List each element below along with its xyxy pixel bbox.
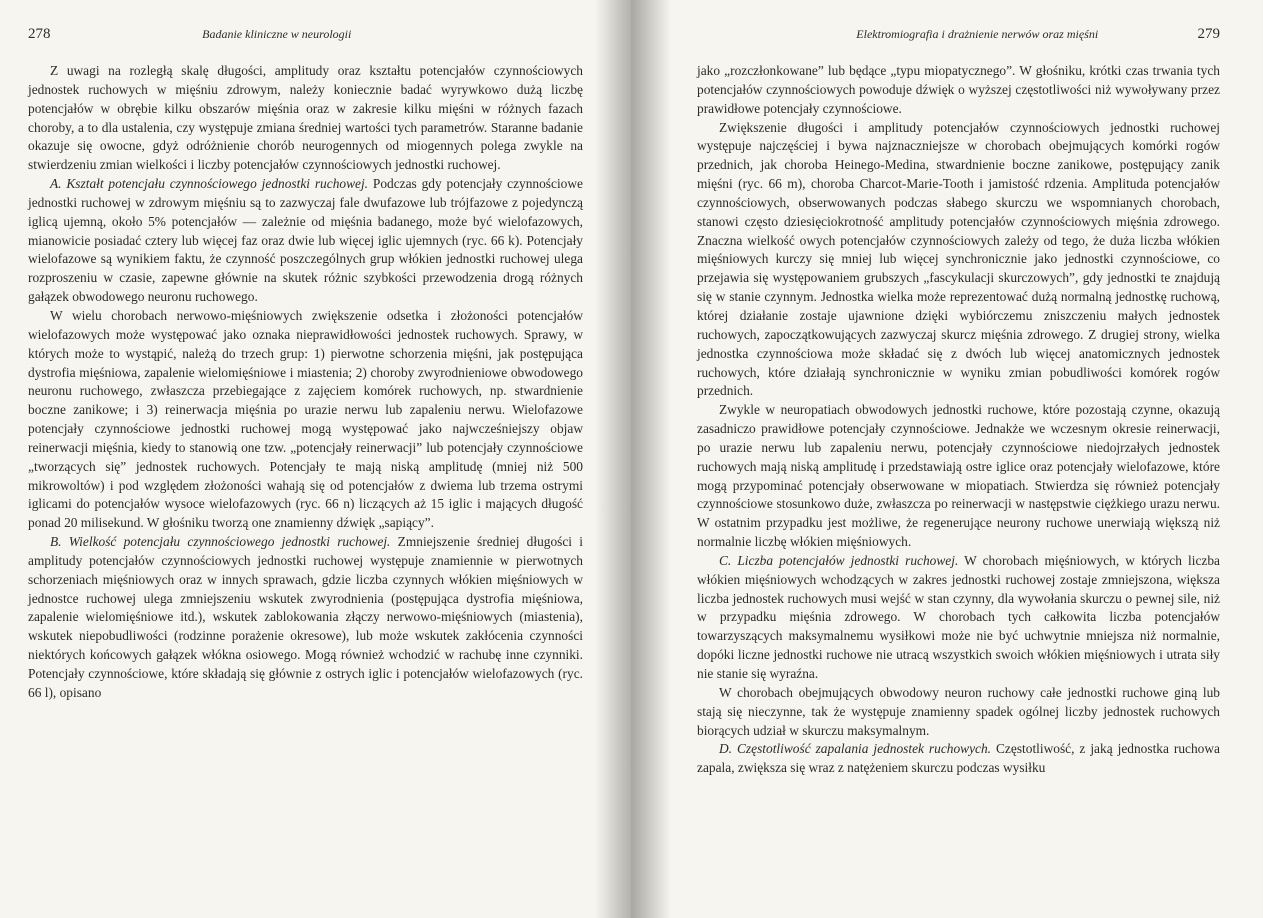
paragraph: C. Liczba potencjałów jednostki ruchowej. W chorobach mięśniowych, w których liczba włókien mięśniowych wchodzących w zakres jednostki ruchowej zostaje zmniejszona, większa liczba jednostek ruchowych musi wejść w stan czynny, dla wywołania skurczu o pewnej sile, niż w przypadku mięśnia zdrowego. W chorobach tych całkowita liczba potencjałów towarzyszących maksymalnemu wysiłkowi może nie być uchwytnie mniejsza niż normalnie, dopóki liczne jednostki ruchowe nie utracą wszystkich swoich włókien mięśniowych i utrata siły nie stanie się wyraźna. — [697, 552, 1220, 681]
paragraph: Z uwagi na rozległą skalę długości, amplitudy oraz kształtu potencjałów czynnościowych jednostek ruchowych w mięśniu zdrowym, należy koniecznie badać wyrywkowo dużą liczbę potencjałów w obrębie kilku obszarów mięśnia oraz w zakresie kilku mięśni w różnych fazach choroby, a to dla ustalenia, czy występuje zmiana średniej wartości tych parametrów. Staranne badanie okazuje się owocne, gdyż odróżnienie chorób neurogennych od miogennych polega zwykle na stwierdzeniu zmian wielkości i liczby potencjałów czynnościowych jednostki ruchowej. — [28, 63, 583, 173]
running-head: Badanie kliniczne w neurologii — [202, 27, 352, 41]
paragraph: A. Kształt potencjału czynnościowego jednostki ruchowej. Podczas gdy potencjały czynnościowe jednostki ruchowej w zdrowym mięśniu są to zazwyczaj fale dwufazowe lub trójfazowe z pojedynczą iglicą ujemną, około 5% potencjałów — zależnie od mięśnia badanego, może być wielofazowych, mianowicie posiadać cztery lub więcej faz oraz dwie lub więcej iglic ujemnych (ryc. 66 k). Potencjały wielofazowe są wynikiem faktu, że czynność poszczególnych grup włókien jednostki ruchowej ulega rozproszeniu w czasie, zapewne głównie na skutek różnic szybkości przewodzenia drogą różnych gałązek obwodowego neuronu ruchowego. — [28, 176, 583, 305]
right-page — [631, 0, 1262, 918]
running-head: Elektromiografia i drażnienie nerwów oraz mięśni — [856, 27, 1099, 41]
left-page — [0, 0, 631, 918]
paragraph: Zwykle w neuropatiach obwodowych jednostki ruchowe, które pozostają czynne, okazują zasadniczo prawidłowe potencjały czynnościowe. Jednakże we wczesnym okresie reinerwacji, po urazie nerwu lub zapaleniu nerwu, potencjały czynnościowe niedojrzałych jednostek ruchowych mają niską amplitudę i przedstawiają ostre iglice oraz potencjały wielofazowe, które mogą przypominać potencjały obserwowane w miopatiach. Stwierdza się również potencjały czynnościowe stosunkowo duże, zwłaszcza po reinerwacji w następstwie ciężkiego urazu nerwu. W ostatnim przypadku jest możliwe, że regenerujące neurony ruchowe unerwiają większą niż normalnie liczbę włókien mięśniowych. — [697, 402, 1220, 550]
paragraph: B. Wielkość potencjału czynnościowego jednostki ruchowej. Zmniejszenie średniej długości i amplitudy potencjałów czynnościowych jednostki ruchowej występuje znamiennie w pierwotnych schorzeniach mięśniowych oraz w innych sprawach, gdzie liczba czynnych włókien mięśniowych w jednostce ruchowej ulega zmniejszeniu wskutek zwyrodnienia (postępująca dystrofia mięśniowa, zapalenie wielomięśniowe itd.), wskutek zablokowania złączy nerwowo-mięśniowych (miastenia), wskutek niepobudliwości (rodzinne porażenie okresowe), lub może wskutek zakłócenia czynności niektórych końcowych gałązek włókna osiowego. Mogą również wchodzić w rachubę inne czynniki. Potencjały czynnościowe, które składają się głównie z ostrych iglic i potencjałów wielofazowych (ryc. 66 l), opisano — [28, 534, 583, 700]
paragraph: jako „rozczłonkowane” lub będące „typu miopatycznego”. W głośniku, krótki czas trwania tych potencjałów czynnościowych powoduje dźwięk o wyższej częstotliwości niż wywoływany przez prawidłowe potencjały czynnościowe. — [697, 63, 1220, 116]
left-page-header — [28, 26, 583, 52]
section-heading: B. Wielkość potencjału czynnościowego jednostki ruchowej. — [50, 534, 391, 550]
right-page-header — [697, 26, 1220, 52]
paragraph: W wielu chorobach nerwowo-mięśniowych zwiększenie odsetka i złożoności potencjałów wielofazowych może występować jako oznaka nieprawidłowości jednostek ruchowych. Sprawy, w których może to wystąpić, należą do trzech grup: 1) pierwotne schorzenia mięśni, jak postępująca dystrofia mięśniowa, zapalenie wielomięśniowe i miastenia; 2) choroby zwyrodnieniowe obwodowego neuronu ruchowego, zwłaszcza przebiegające z zajęciem komórek ruchowych, np. stwardnienie boczne zanikowe; i 3) reinerwacja mięśnia po urazie nerwu lub zapaleniu nerwu. Wielofazowe potencjały czynnościowe jednostki ruchowej mogą występować jako najwcześniejszy objaw reinerwacji mięśnia, kiedy to stanowią one tzw. „potencjały reinerwacji” lub potencjały czynnościowe „tworzących się” jednostek ruchowych. Potencjały te mają niską amplitudę (mniej niż 500 mikrowoltów) i pod względem złożoności wahają się od potencjałów z dwiema lub trzema ostrymi iglicami do potencjałów wysoce wielofazowych (ryc. 66 n) liczących aż 15 iglic i mających długość ponad 20 milisekund. W głośniku tworzą one znamienny dźwięk „sapiący”. — [28, 307, 583, 531]
paragraph: D. Częstotliwość zapalania jednostek ruchowych. Częstotliwość, z jaką jednostka ruchowa zapala, zwiększa się wraz z natężeniem skurczu podczas wysiłku — [697, 741, 1220, 776]
gutter-shadow — [631, 0, 671, 918]
page-number: 279 — [1197, 26, 1220, 42]
paragraph: Zwiększenie długości i amplitudy potencjałów czynnościowych jednostki ruchowej występuje najczęściej i bywa najznaczniejsze w chorobach obejmujących komórki rogów przednich, jak choroba Heinego-Medina, stwardnienie boczne zanikowe, postępujący zanik mięśni (ryc. 66 m), choroba Charcot-Marie-Tooth i jamistość rdzenia. Amplituda potencjałów czynnościowych, obserwowanych podczas słabego skurczu we wspomnianych chorobach, stanowi często dziesięciokrotność amplitudy potencjałów czynnościowych mięśnia zdrowego. Znaczna wielkość owych potencjałów czynnościowych zależy od tego, że duża liczba włókien mięśniowych kurczy się mniej lub więcej synchronicznie jako jednostki czynnościowe, co przejawia się występowaniem grubszych „fascykulacji skurczowych”, gdy jednostki te znajdują się w stanie czynnym. Jednostka wielka może reprezentować dużą normalną jednostkę ruchową, której działanie zostaje ujawnione dzięki wybiórczemu zniszczeniu małych jednostek ruchowych, zapoczątkowujących zazwyczaj skurcz mięśnia zdrowego. Z drugiej strony, wielka jednostka czynnościowa może składać się z dwóch lub więcej anatomicznych jednostek ruchowych, które działają synchronicznie w wyniku zmian pobudliwości komórek rogów przednich. — [697, 119, 1220, 399]
section-heading: C. Liczba potencjałów jednostki ruchowej. — [719, 552, 959, 568]
section-heading: A. Kształt potencjału czynnościowego jednostki ruchowej. — [50, 176, 369, 192]
paragraph: W chorobach obejmujących obwodowy neuron ruchowy całe jednostki ruchowe giną lub stają się nieczynne, tak że występuje znamienny spadek ogólnej liczby jednostek ruchowych biorących udział w skurczu maksymalnym. — [697, 684, 1220, 738]
gutter-shadow — [595, 0, 631, 918]
right-page-body — [697, 62, 1220, 778]
page-number: 278 — [28, 26, 51, 42]
section-heading: D. Częstotliwość zapalania jednostek ruchowych. — [719, 741, 992, 757]
left-page-body — [28, 62, 583, 703]
